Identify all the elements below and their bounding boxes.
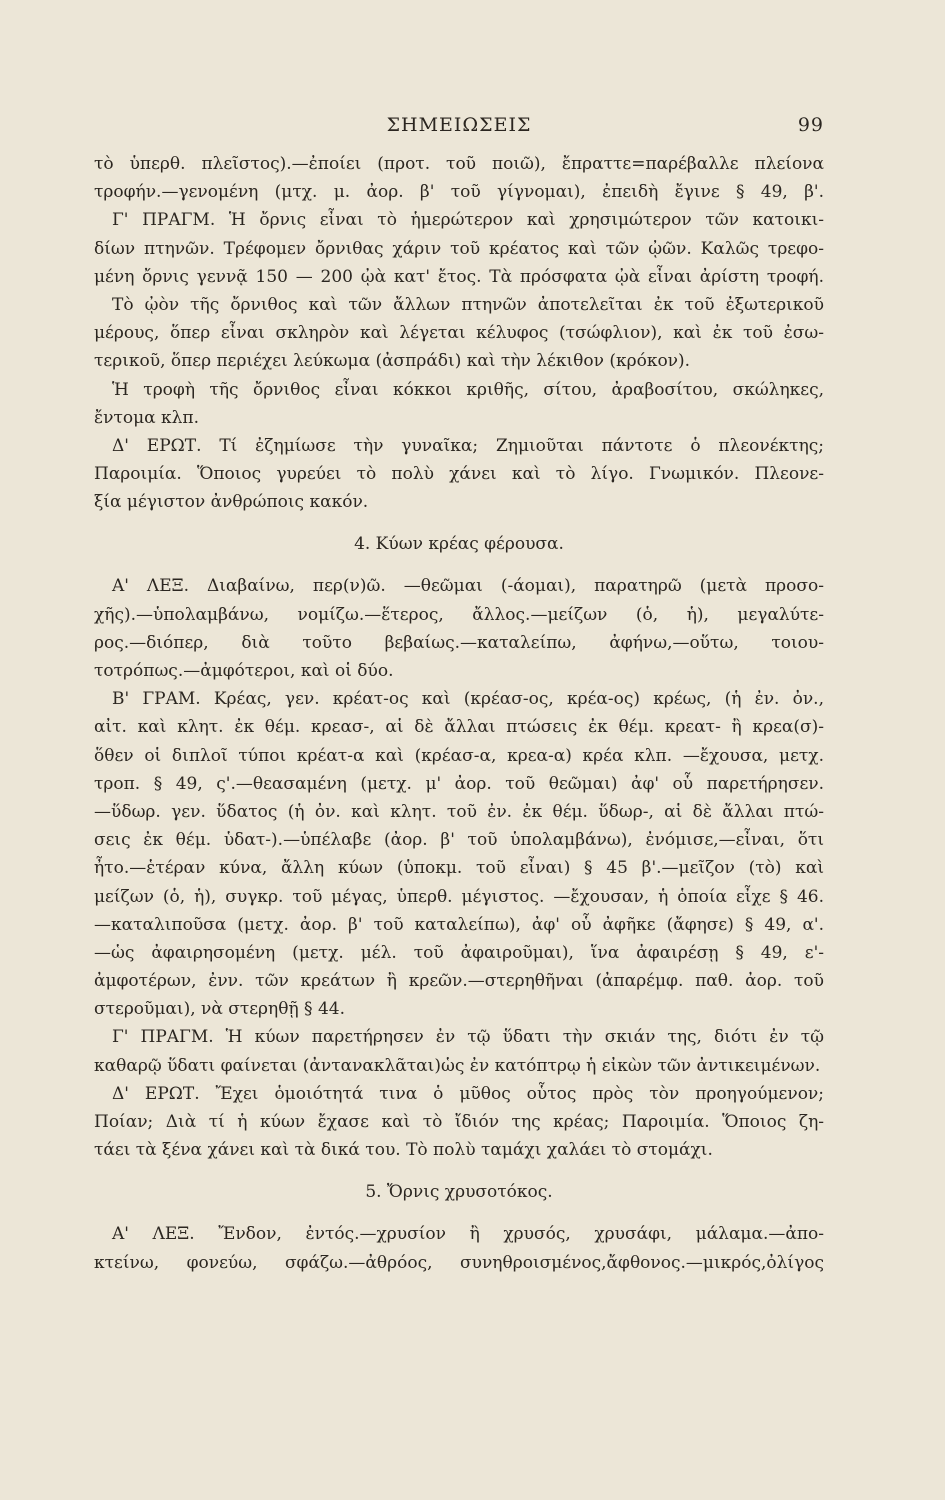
text-line: Δ' ΕΡΩΤ. Τί ἐζημίωσε τὴν γυναῖκα; Ζημιοῦται πάντοτε ὁ πλεονέκτης; <box>112 435 824 456</box>
text-line: ρος.—διόπερ, διὰ τοῦτο βεβαίως.—καταλείπω, ἀφήνω,—οὕτω, τοιου- <box>94 632 824 653</box>
section-heading: 5. Ὄρνις χρυσοτόκος. <box>365 1182 553 1203</box>
text-line: Ποίαν; Διὰ τί ἡ κύων ἔχασε καὶ τὸ ἴδιόν της κρέας; Παροιμία. Ὅποιος ζη- <box>94 1112 824 1132</box>
text-line: κτείνω, φονεύω, σφάζω.—ἀθρόος, συνηθροισμένος,ἄφθονος.—μικρός,ὀλίγος <box>94 1252 824 1273</box>
running-head <box>94 114 824 138</box>
text-line: Α' ΛΕΞ. Ἔνδον, ἐντός.—χρυσίον ἢ χρυσός, χρυσάφι, μάλαμα.—ἀπο- <box>112 1224 824 1245</box>
text-line: Α' ΛΕΞ. Διαβαίνω, περ(ν)ῶ. —θεῶμαι (-άομαι), παρατηρῶ (μετὰ προσο- <box>112 576 824 597</box>
text-line: ξία μέγιστον ἀνθρώποις κακόν. <box>94 492 369 513</box>
text-line: δίων πτηνῶν. Τρέφομεν ὄρνιθας χάριν τοῦ κρέατος καὶ τῶν ᾠῶν. Καλῶς τρεφο- <box>94 238 824 259</box>
text-line: μένη ὄρνις γεννᾷ 150 — 200 ᾠὰ κατ' ἔτος. Τὰ πρόσφατα ᾠὰ εἶναι ἀρίστη τροφή. <box>94 266 824 287</box>
text-line: τάει τὰ ξένα χάνει καὶ τὰ δικά του. Τὸ πολὺ ταμάχι χαλάει τὸ στομάχι. <box>94 1140 713 1161</box>
page-number: 99 <box>797 114 824 136</box>
text-line: Ἡ τροφὴ τῆς ὄρνιθος εἶναι κόκκοι κριθῆς, σίτου, ἀραβοσίτου, σκώληκες, <box>112 379 824 400</box>
text-line: Β' ΓΡΑΜ. Κρέας, γεν. κρέατ-ος καὶ (κρέασ-ος, κρέα-ος) κρέως, (ἡ ἐν. ὀν., <box>112 689 824 710</box>
text-line: —ὡς ἀφαιρησομένη (μετχ. μέλ. τοῦ ἀφαιροῦμαι), ἵνα ἀφαιρέσῃ § 49, ε'- <box>94 942 824 963</box>
text-line: —καταλιποῦσα (μετχ. ἀορ. β' τοῦ καταλείπω), ἀφ' οὗ ἀφῆκε (ἄφησε) § 49, α'. <box>94 914 824 935</box>
text-line: Παροιμία. Ὅποιος γυρεύει τὸ πολὺ χάνει καὶ τὸ λίγο. Γνωμικόν. Πλεονε- <box>94 464 824 485</box>
notes-text <box>94 150 824 1277</box>
text-line: τροφήν.—γενομένη (μτχ. μ. ἀορ. β' τοῦ γίγνομαι), ἐπειδὴ ἔγινε § 49, β'. <box>94 182 824 203</box>
text-line: χῆς).—ὑπολαμβάνω, νομίζω.—ἕτερος, ἄλλος.—μείζων (ὁ, ἡ), μεγαλύτε- <box>94 604 824 625</box>
text-line: μέρους, ὅπερ εἶναι σκληρὸν καὶ λέγεται κέλυφος (τσώφλιον), καὶ ἐκ τοῦ ἐσω- <box>94 323 824 344</box>
text-line: Τὸ ᾠὸν τῆς ὄρνιθος καὶ τῶν ἄλλων πτηνῶν ἀποτελεῖται ἐκ τοῦ ἐξωτερικοῦ <box>112 294 824 315</box>
text-line: τὸ ὑπερθ. πλεῖστος).—ἐποίει (προτ. τοῦ ποιῶ), ἔπραττε=παρέβαλλε πλείονα <box>94 154 824 174</box>
text-line: στεροῦμαι), νὰ στερηθῇ § 44. <box>94 999 345 1020</box>
text-line: τερικοῦ, ὅπερ περιέχει λεύκωμα (ἀσπράδι) καὶ τὴν λέκιθον (κρόκον). <box>94 351 691 372</box>
text-line: Γ' ΠΡΑΓΜ. Ἡ ὄρνις εἶναι τὸ ἡμερώτερον καὶ χρησιμώτερον τῶν κατοικι- <box>112 210 824 231</box>
text-line: ὅθεν οἱ διπλοῖ τύποι κρέατ-α καὶ (κρέασ-α, κρεα-α) κρέα κλπ. —ἔχουσα, μετχ. <box>94 745 824 766</box>
text-line: —ὕδωρ. γεν. ὕδατος (ἡ ὀν. καὶ κλητ. τοῦ ἐν. ἐκ θέμ. ὕδωρ-, αἱ δὲ ἄλλαι πτώ- <box>94 801 824 822</box>
running-head-title: ΣΗΜΕΙΩΣΕΙΣ <box>386 114 532 136</box>
text-line: τοτρόπως.—ἀμφότεροι, καὶ οἱ δύο. <box>94 661 394 681</box>
text-line: ἦτο.—ἑτέραν κύνα, ἄλλη κύων (ὑποκμ. τοῦ εἶναι) § 45 β'.—μεῖζον (τὸ) καὶ <box>94 858 824 879</box>
text-line: σεις ἐκ θέμ. ὑδατ-).—ὑπέλαβε (ἀορ. β' τοῦ ὑπολαμβάνω), ἐνόμισε,—εἶναι, ὅτι <box>94 830 824 851</box>
text-line: ἀμφοτέρων, ἐνν. τῶν κρεάτων ἢ κρεῶν.—στερηθῆναι (ἀπαρέμφ. παθ. ἀορ. τοῦ <box>94 971 824 992</box>
text-line: ἔντομα κλπ. <box>94 407 200 428</box>
text-line: τροπ. § 49, ς'.—θεασαμένη (μετχ. μ' ἀορ. τοῦ θεῶμαι) ἀφ' οὗ παρετήρησεν. <box>94 773 824 794</box>
text-line: μείζων (ὁ, ἡ), συγκρ. τοῦ μέγας, ὑπερθ. μέγιστος. —ἔχουσαν, ἡ ὁποία εἶχε § 46. <box>94 886 824 907</box>
text-line: καθαρῷ ὕδατι φαίνεται (ἀντανακλᾶται)ὡς ἐν κατόπτρῳ ἡ εἰκὼν τῶν ἀντικειμένων. <box>94 1055 821 1076</box>
section-heading: 4. Κύων κρέας φέρουσα. <box>354 534 564 555</box>
text-line: Γ' ΠΡΑΓΜ. Ἡ κύων παρετήρησεν ἐν τῷ ὕδατι τὴν σκιάν της, διότι ἐν τῷ <box>112 1027 824 1048</box>
text-line: Δ' ΕΡΩΤ. Ἔχει ὁμοιότητά τινα ὁ μῦθος οὗτος πρὸς τὸν προηγούμενον; <box>112 1083 824 1104</box>
text-line: αἰτ. καὶ κλητ. ἐκ θέμ. κρεασ-, αἱ δὲ ἄλλαι πτώσεις ἐκ θέμ. κρεατ- ἢ κρεα(σ)- <box>94 717 824 738</box>
